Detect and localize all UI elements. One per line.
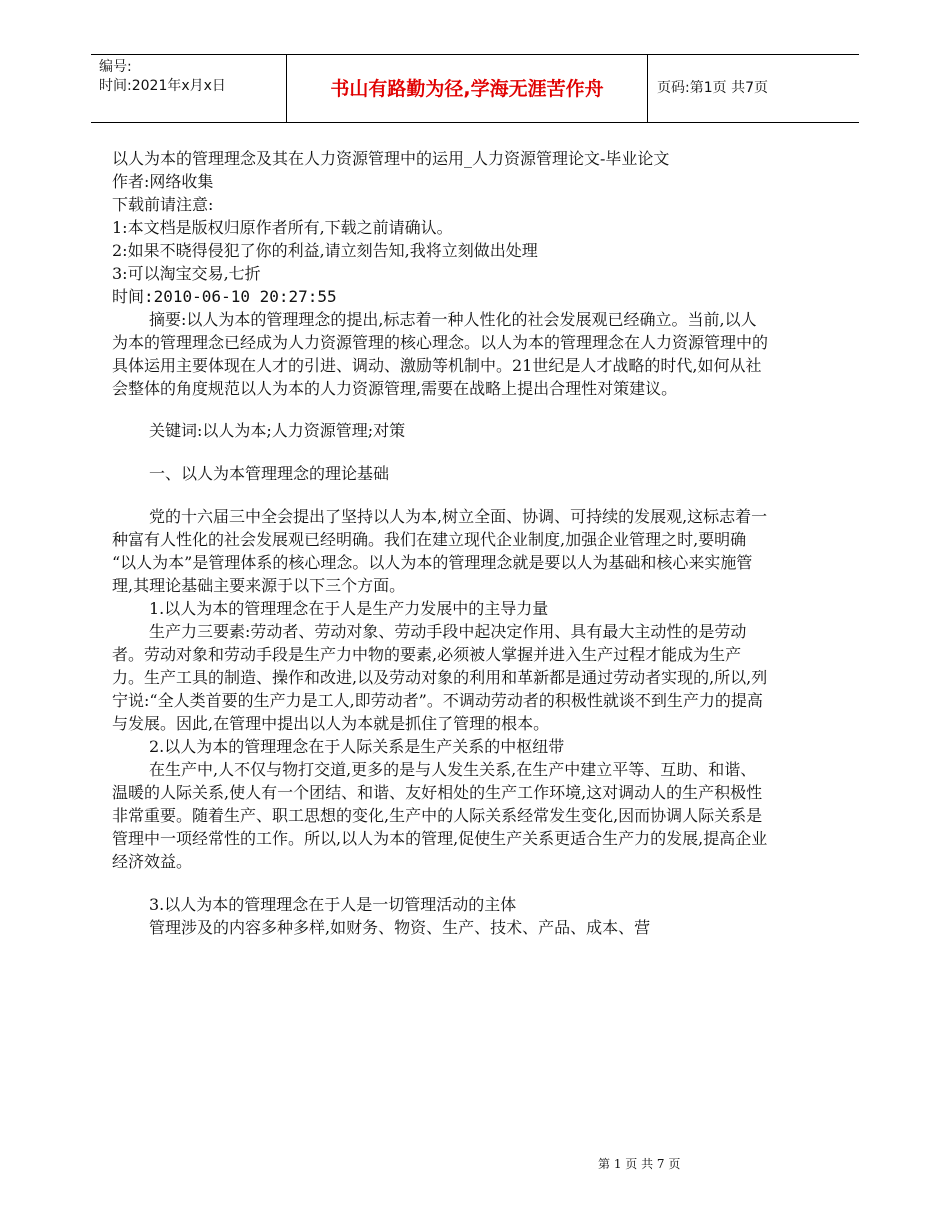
page-footer: 第 1 页 共 7 页: [598, 1157, 681, 1171]
document-body: [112, 147, 772, 939]
notice-item: 1:本文档是版权归原作者所有,下载之前请确认。: [112, 218, 453, 237]
header-motto: 书山有路勤为径,学海无涯苦作舟: [330, 78, 604, 100]
notice-item: 2:如果不晓得侵犯了你的利益,请立刻告知,我将立刻做出处理: [112, 241, 538, 260]
subsection-paragraph: 生产力三要素:劳动者、劳动对象、劳动手段中起决定作用、具有最大主动性的是劳动者。劳动对象和劳动手段是生产力中物的要素,必须被人掌握并进入生产过程才能成为生产力。生产工具的制造、操作和改进,以及劳动对象的利用和革新都是通过劳动者实现的,所以,列宁说:“全人类首要的生产力是工人,即劳动者”。不调动劳动者的积极性就谈不到生产力的提高与发展。因此,在管理中提出以人为本就是抓住了管理的根本。: [112, 622, 768, 733]
header-motto-cell: [286, 55, 648, 122]
header-page-cell: [647, 55, 859, 122]
subsection-paragraph: 管理涉及的内容多种多样,如财务、物资、生产、技术、产品、成本、营: [149, 918, 651, 937]
keywords-line: 关键词:以人为本;人力资源管理;对策: [149, 421, 406, 440]
subsection-heading: 3.以人为本的管理理念在于人是一切管理活动的主体: [149, 895, 517, 914]
notice-heading: 下载前请注意:: [112, 195, 214, 214]
document-time: 时间:2010-06-10 20:27:55: [112, 287, 337, 306]
document-author: 作者:网络收集: [112, 172, 214, 191]
section-intro-paragraph: 党的十六届三中全会提出了坚持以人为本,树立全面、协调、可持续的发展观,这标志着一种富有人性化的社会发展观已经明确。我们在建立现代企业制度,加强企业管理之时,要明确 “以人为本”是管理体系的核心理念。以人为本的管理理念就是要以人为基础和核心来实施管理,其理论基础主要来源于以下三个方面。: [112, 507, 768, 595]
section-heading: 一、以人为本管理理念的理论基础: [149, 464, 390, 483]
subsection-heading: 2.以人为本的管理理念在于人际关系是生产关系的中枢纽带: [149, 737, 565, 756]
document-number-label: 编号:: [99, 59, 132, 75]
notice-item: 3:可以淘宝交易,七折: [112, 264, 261, 283]
page-header: [91, 54, 859, 123]
document-title: 以人为本的管理理念及其在人力资源管理中的运用_人力资源管理论文-毕业论文: [112, 149, 670, 168]
subsection-paragraph: 在生产中,人不仅与物打交道,更多的是与人发生关系,在生产中建立平等、互助、和谐、温暖的人际关系,使人有一个团结、和谐、友好相处的生产工作环境,这对调动人的生产积极性非常重要。随着生产、职工思想的变化,生产中的人际关系经常发生变化,因而协调人际关系是管理中一项经常性的工作。所以,以人为本的管理,促使生产关系更适合生产力的发展,提高企业经济效益。: [112, 760, 768, 871]
subsection-heading: 1.以人为本的管理理念在于人是生产力发展中的主导力量: [149, 599, 549, 618]
header-meta: [91, 55, 286, 122]
abstract-paragraph: 摘要:以人为本的管理理念的提出,标志着一种人性化的社会发展观已经确立。当前,以人为本的管理理念已经成为人力资源管理的核心理念。以人为本的管理理念在人力资源管理中的具体运用主要体现在人才的引进、调动、激励等机制中。21世纪是人才战略的时代,如何从社会整体的角度规范以人为本的人力资源管理,需要在战略上提出合理性对策建议。: [112, 310, 769, 398]
header-page-info: 页码:第1页 共7页: [657, 80, 768, 96]
document-time-label: 时间:2021年x月x日: [99, 78, 226, 94]
